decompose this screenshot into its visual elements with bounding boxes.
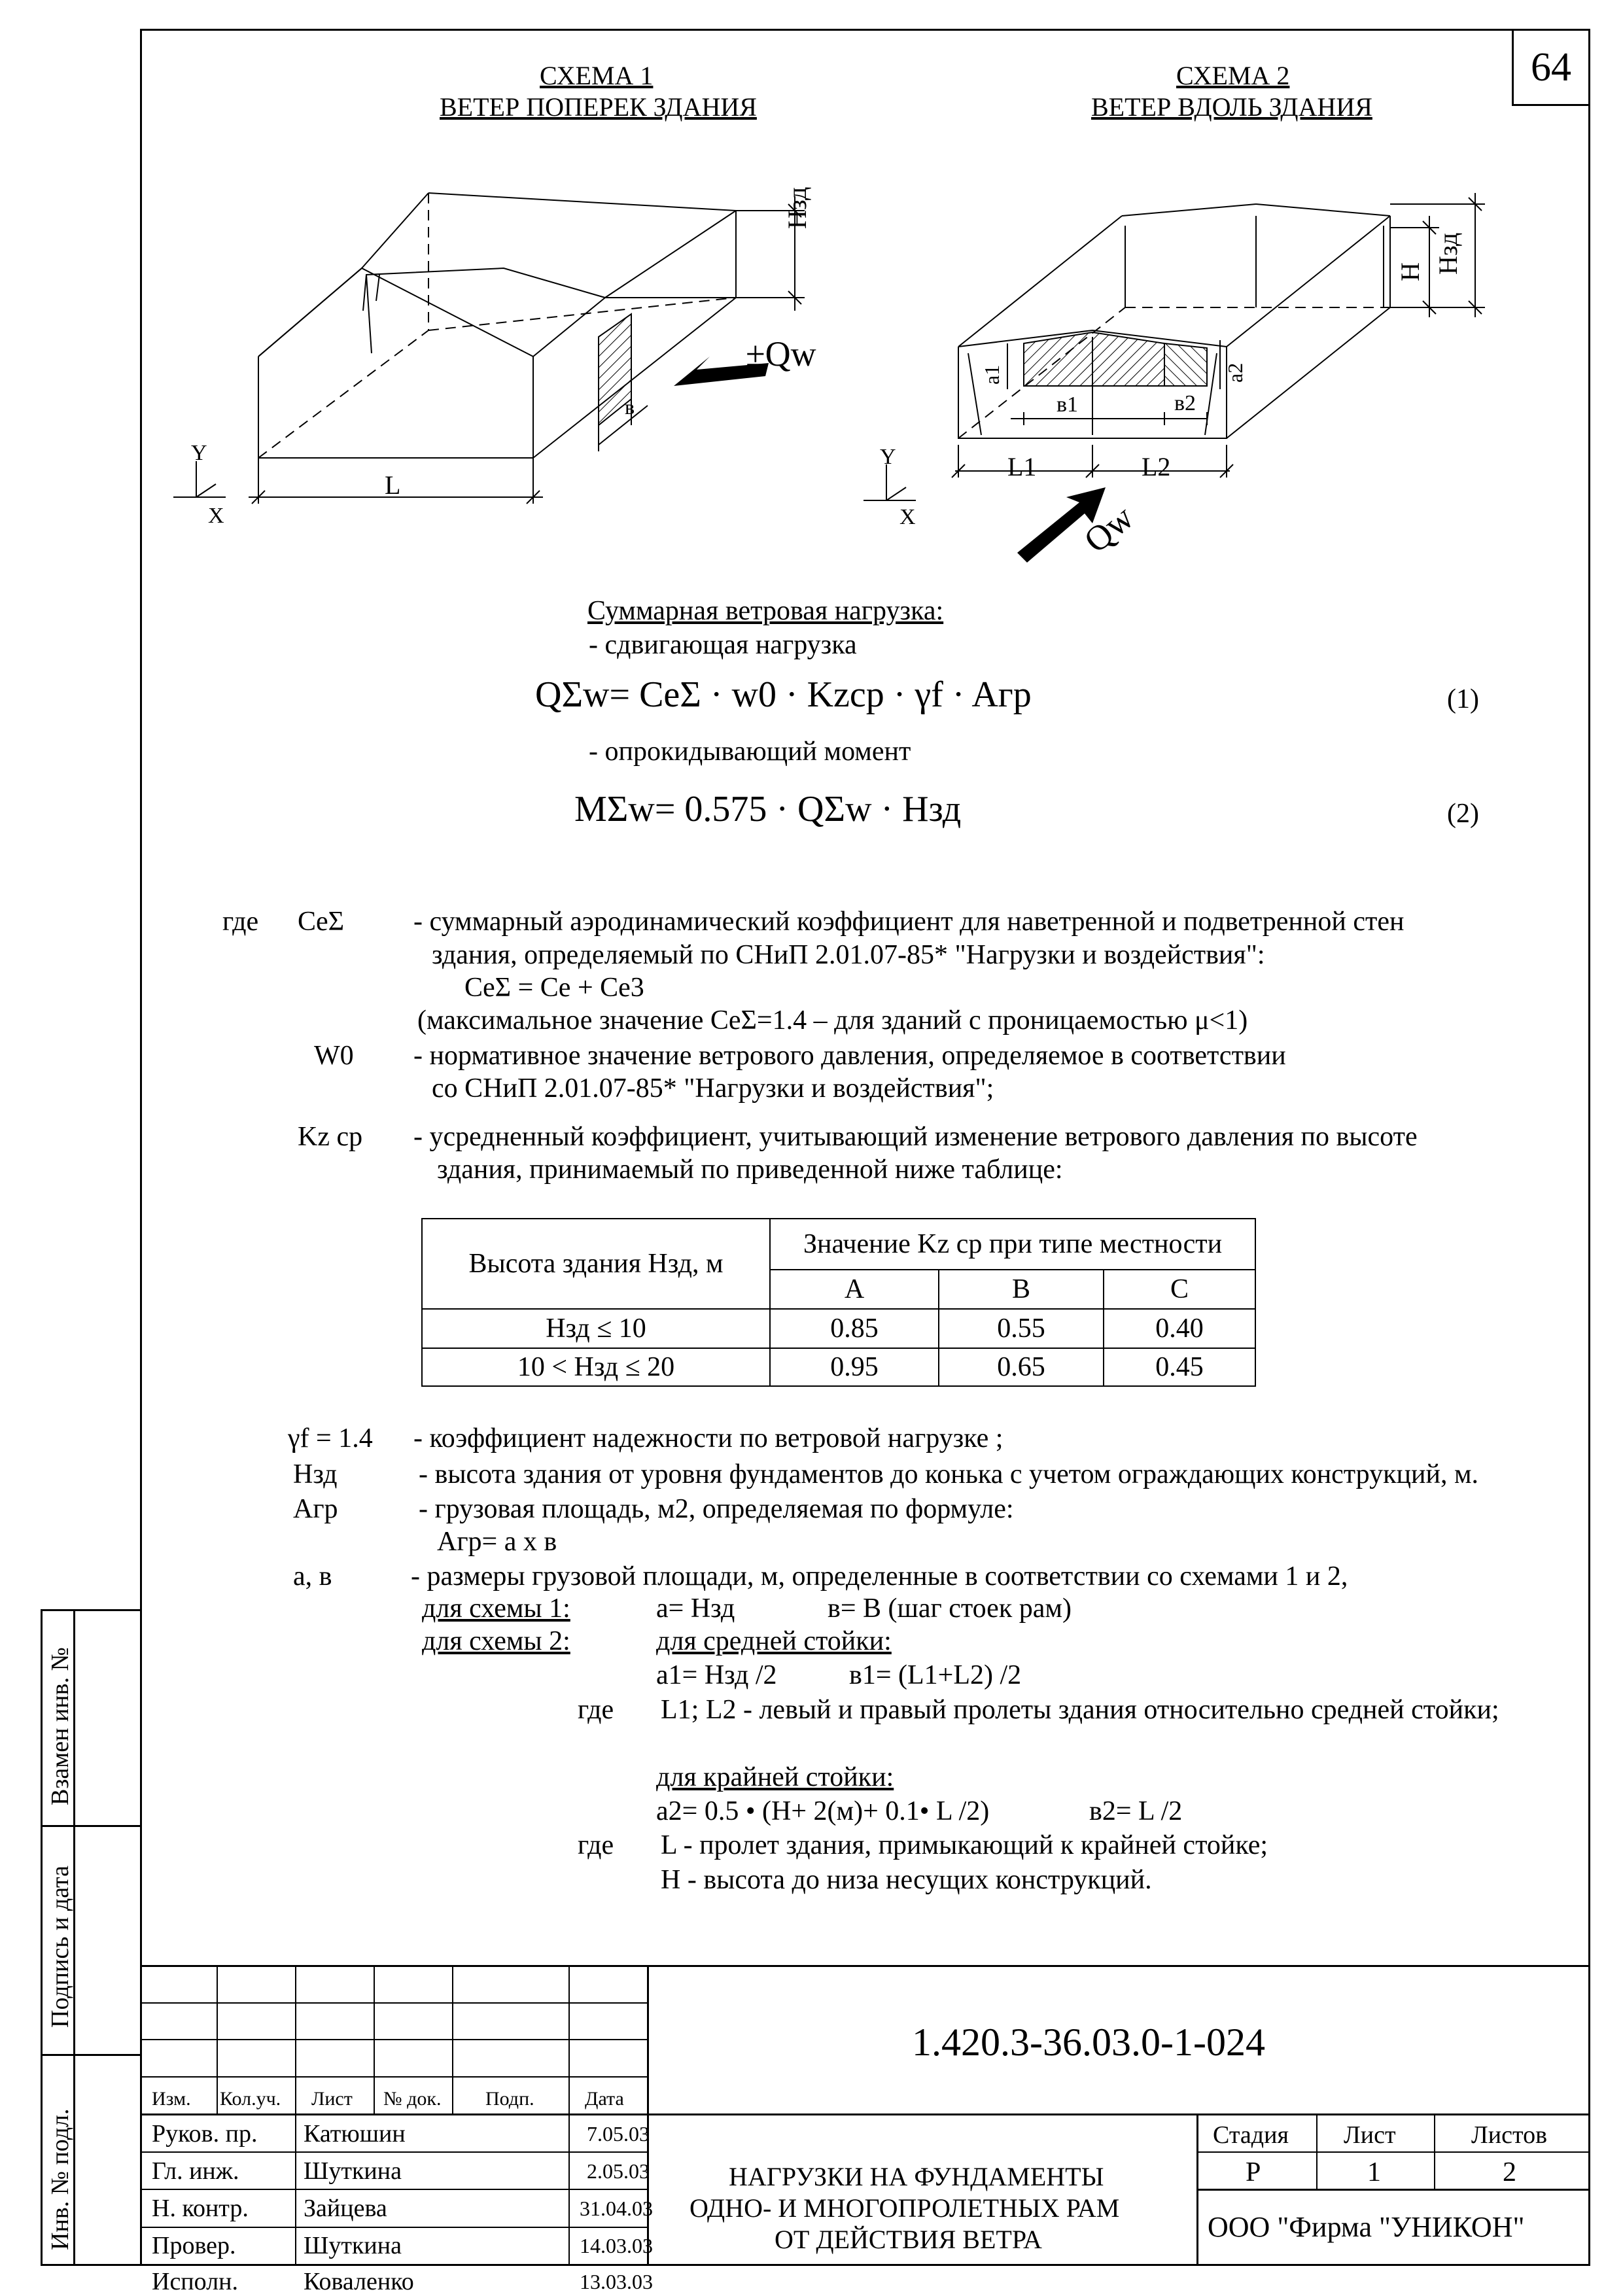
sheets-value: 2 [1503, 2157, 1516, 2187]
title-line-3: ОТ ДЕЙСТВИЯ ВЕТРА [775, 2225, 1042, 2254]
formula-heading: Суммарная ветровая нагрузка: [587, 596, 944, 626]
role: Руков. пр. [152, 2120, 258, 2148]
stamp-header: № док. [383, 2088, 442, 2110]
stamp-header: Изм. [152, 2088, 191, 2110]
scheme1-b: в= В (шаг стоек рам) [828, 1593, 1072, 1624]
scheme2-l1-label: L1 [1007, 452, 1037, 481]
kz-table-height-header: Высота здания Нзд, м [422, 1219, 770, 1309]
document-code: 1.420.3-36.03.0-1-024 [912, 2021, 1265, 2064]
kz-table [421, 1218, 1256, 1387]
role: Провер. [152, 2232, 236, 2259]
middle-a1: а1= Нзд /2 [656, 1660, 777, 1690]
kz-line-2: здания, принимаемый по приведенной ниже таблице: [437, 1155, 1063, 1185]
scheme2-force-label: Qw [1076, 497, 1141, 561]
spans-text: L1; L2 - левый и правый пролеты здания относительно средней стойки; [661, 1695, 1499, 1725]
scheme2-b2-label: в2 [1174, 391, 1196, 415]
name: Шуткина [304, 2232, 402, 2259]
kz-table-cell: 0.65 [939, 1348, 1104, 1386]
where-label-3: где [578, 1830, 614, 1860]
role: Исполн. [152, 2268, 238, 2295]
name: Коваленко [304, 2268, 414, 2295]
date: 31.04.03 [580, 2197, 653, 2220]
stage-value: Р [1246, 2157, 1261, 2187]
date: 7.05.03 [587, 2122, 650, 2146]
ce-line-4: (максимальное значение CeΣ=1.4 – для зданий с проницаемостью μ<1) [417, 1005, 1248, 1035]
scheme1-b-label: в [625, 395, 635, 419]
a-text: - грузовая площадь, м2, определяемая по формуле: [419, 1494, 1014, 1524]
stamp-header: Лист [311, 2088, 353, 2110]
ab-text: - размеры грузовой площади, м, определенные в соответствии со схемами 1 и 2, [411, 1561, 1348, 1592]
scheme2-drawing [0, 0, 1570, 576]
title-block [140, 1965, 1590, 2295]
kz-table-cell: 0.45 [1104, 1348, 1255, 1386]
formula-1-number: (1) [1447, 684, 1479, 714]
gf-text: - коэффициент надежности по ветровой нагрузке ; [413, 1423, 1003, 1453]
kz-table-cell: Нзд ≤ 10 [422, 1309, 770, 1348]
scheme1-force-label: ±Qw [746, 334, 816, 374]
h-symbol: Нзд [293, 1459, 338, 1489]
w0-line-2: со СНиП 2.01.07-85* "Нагрузки и воздействия"; [432, 1073, 994, 1104]
moment-label: - опрокидывающий момент [589, 737, 911, 767]
scheme2-a1-label: а1 [980, 364, 1003, 385]
kz-line-1: - усредненный коэффициент, учитывающий изменение ветрового давления по высоте [413, 1122, 1418, 1152]
a-formula: Агр= а х в [437, 1527, 557, 1557]
scheme1-height-label: Нзд [782, 186, 812, 229]
scheme2-title: СХЕМА 2 [1176, 61, 1290, 90]
title-line-1: НАГРУЗКИ НА ФУНДАМЕНТЫ [729, 2162, 1104, 2191]
title-line-2: ОДНО- И МНОГОПРОЛЕТНЫХ РАМ [689, 2193, 1120, 2223]
sheets-label: Листов [1471, 2121, 1548, 2149]
scheme2-axis-x: X [899, 505, 916, 529]
scheme1-subtitle: ВЕТЕР ПОПЕРЕК ЗДАНИЯ [440, 92, 757, 122]
scheme2-b1-label: в1 [1056, 392, 1079, 417]
ce-line-3: CeΣ = Ce + Ce3 [464, 973, 644, 1003]
scheme2-height-label: Н [1395, 262, 1425, 281]
scheme2-l2-label: L2 [1142, 452, 1171, 481]
kz-table-sub-header: В [939, 1270, 1104, 1309]
scheme2-subtitle: ВЕТЕР ВДОЛЬ ЗДАНИЯ [1091, 92, 1372, 122]
sheet-label: Лист [1344, 2121, 1396, 2149]
kz-table-cell: 0.85 [770, 1309, 939, 1348]
kz-table-cell: 0.95 [770, 1348, 939, 1386]
where-label: где [222, 907, 259, 937]
table-row [422, 1309, 1255, 1348]
span-text: L - пролет здания, примыкающий к крайней стойке; [661, 1830, 1268, 1860]
scheme1-a: а= Нзд [656, 1593, 735, 1624]
scheme1-axis-y: Y [191, 441, 207, 465]
scheme1-axis-x: X [208, 504, 224, 528]
replace-inv-label: Взамен инв. № [46, 1647, 74, 1805]
table-row [422, 1348, 1255, 1386]
stamp-header: Подп. [485, 2088, 534, 2110]
date: 13.03.03 [580, 2270, 653, 2293]
kz-table-sub-header: С [1104, 1270, 1255, 1309]
height-text: Н - высота до низа несущих конструкций. [661, 1865, 1152, 1895]
date: 2.05.03 [587, 2159, 650, 2183]
scheme2-label: для схемы 2: [422, 1626, 570, 1656]
scheme1-length-label: L [385, 470, 401, 500]
a-symbol: Агр [293, 1494, 338, 1524]
scheme2-a2-label: а2 [1223, 362, 1247, 383]
edge-post-label: для крайней стойки: [656, 1762, 894, 1792]
ce-line-2: здания, определяемый по СНиП 2.01.07-85* "Нагрузки и воздействия": [432, 940, 1265, 970]
date: 14.03.03 [580, 2234, 653, 2257]
scheme1-title: СХЕМА 1 [540, 61, 654, 90]
page-number: 64 [1512, 29, 1590, 106]
formula-1 [535, 674, 1032, 716]
ce-symbol: CeΣ [298, 907, 345, 937]
edge-a2: а2= 0.5 • (Н+ 2(м)+ 0.1• L /2) [656, 1796, 990, 1826]
sheet-value: 1 [1367, 2157, 1381, 2187]
organization: ООО "Фирма "УНИКОН" [1208, 2211, 1525, 2243]
middle-post-label: для средней стойки: [656, 1626, 892, 1656]
kz-table-cell: 0.55 [939, 1309, 1104, 1348]
formula-2-number: (2) [1447, 799, 1479, 829]
name: Шуткина [304, 2157, 402, 2185]
kz-table-cell: 0.40 [1104, 1309, 1255, 1348]
where-label-2: где [578, 1695, 614, 1725]
shear-load-label: - сдвигающая нагрузка [589, 630, 857, 660]
w0-symbol: W0 [314, 1041, 354, 1071]
formula-2 [574, 788, 961, 830]
kz-table-group-header: Значение Kz cp при типе местности [770, 1219, 1255, 1270]
formula-2-lhs: MΣw [574, 789, 655, 829]
signature-date-label: Подпись и дата [46, 1865, 74, 2028]
w0-line-1: - нормативное значение ветрового давления, определяемое в соответствии [413, 1041, 1286, 1071]
kz-symbol: Kz cp [298, 1122, 363, 1152]
formula-1-lhs: QΣw [535, 674, 610, 715]
edge-b2: в2= L /2 [1089, 1796, 1183, 1826]
name: Катюшин [304, 2120, 406, 2148]
h-text: - высота здания от уровня фундаментов до конька с учетом ограждающих конструкций, м. [419, 1459, 1479, 1489]
inv-original-label: Инв. № подл. [46, 2108, 74, 2250]
gf-symbol: γf = 1.4 [288, 1423, 373, 1453]
role: Н. контр. [152, 2195, 249, 2222]
middle-b1: в1= (L1+L2) /2 [849, 1660, 1022, 1690]
scheme2-height-total-label: Нзд [1433, 232, 1463, 275]
kz-table-sub-header: А [770, 1270, 939, 1309]
kz-table-cell: 10 < Нзд ≤ 20 [422, 1348, 770, 1386]
scheme1-label: для схемы 1: [422, 1593, 570, 1624]
stamp-header: Дата [585, 2088, 624, 2110]
ce-line-1: - суммарный аэродинамический коэффициент для наветренной и подветренной стен [413, 907, 1405, 937]
ab-symbol: а, в [293, 1561, 332, 1592]
formula-2-rhs: = 0.575 · QΣw · Hзд [654, 789, 962, 829]
name: Зайцева [304, 2195, 387, 2222]
stamp-header: Кол.уч. [220, 2088, 281, 2110]
stage-label: Стадия [1213, 2121, 1289, 2149]
scheme2-axis-y: Y [880, 445, 896, 469]
formula-1-rhs: = CeΣ · w0 · Kzcp · γf · Aгр [609, 674, 1032, 715]
role: Гл. инж. [152, 2157, 239, 2185]
